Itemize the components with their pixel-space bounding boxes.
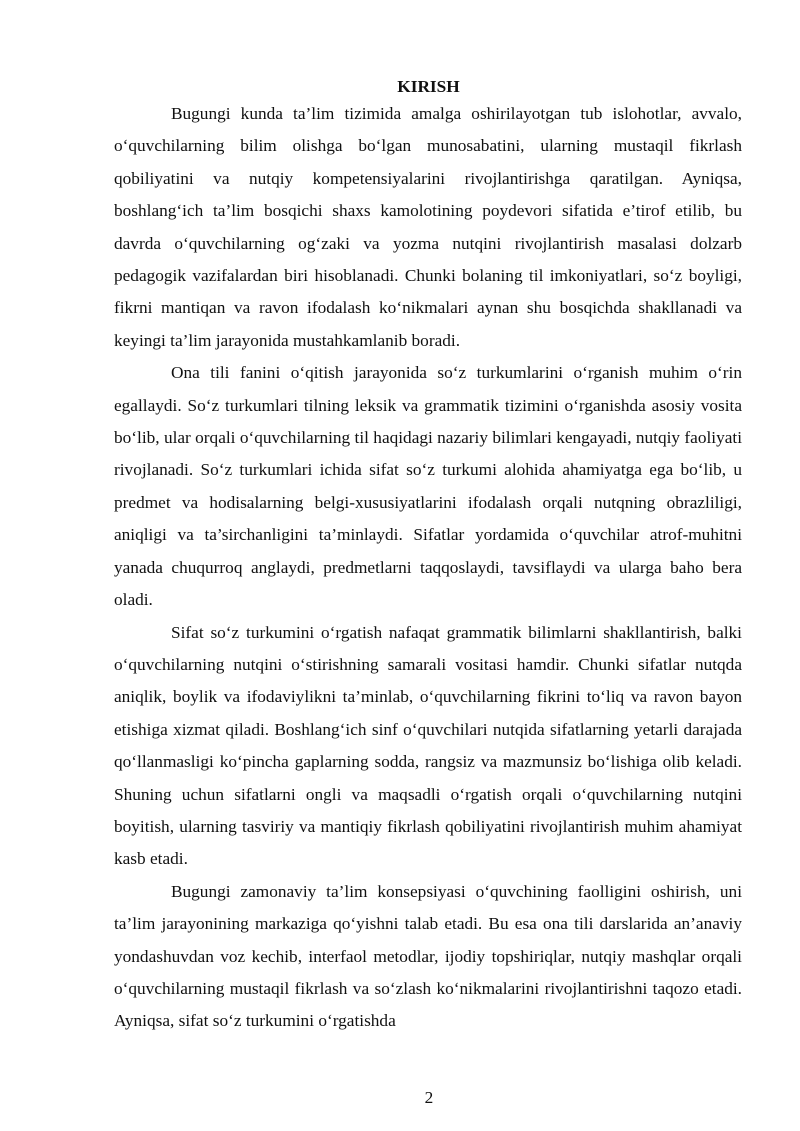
paragraph-1: Bugungi kunda ta’lim tizimida amalga oshirilayotgan tub islohotlar, avvalo, o‘quvchilarning bilim olishga bo‘lgan munosabatini, ularning mustaqil fikrlash qobiliyatini va nutqiy kompetensiyalarini rivojlantirishga qaratilgan. Ayniqsa, boshlang‘ich ta’lim bosqichi shaxs kamolotining poydevori sifatida e’tirof etilib, bu davrda o‘quvchilarning og‘zaki va yozma nutqini rivojlantirish masalasi dolzarb pedagogik vazifalardan biri hisoblanadi. Chunki bolaning til imkoniyatlari, so‘z boyligi, fikrni mantiqan va ravon ifodalash ko‘nikmalari aynan shu bosqichda shakllanadi va keyingi ta’lim jarayonida mustahkamlanib boradi.	[114, 104, 742, 350]
page-body	[114, 76, 742, 1038]
paragraph-2: Ona tili fanini o‘qitish jarayonida so‘z turkumlarini o‘rganish muhim o‘rin egallaydi. So‘z turkumlari tilning leksik va grammatik tizimini o‘rganishda asosiy vosita bo‘lib, ular orqali o‘quvchilarning til haqidagi nazariy bilimlari kengayadi, nutqiy faoliyati rivojlanadi. So‘z turkumlari ichida sifat so‘z turkumi alohida ahamiyatga ega bo‘lib, u predmet va hodisalarning belgi-xususiyatlarini ifodalash orqali nutqning obrazliligi, aniqligi va ta’sirchanligini ta’minlaydi. Sifatlar yordamida o‘quvchilar atrof-muhitni yanada chuqurroq anglaydi, predmetlarni taqqoslaydi, tavsiflaydi va ularga baho bera oladi.	[114, 363, 742, 610]
paragraph-4: Bugungi zamonaviy ta’lim konsepsiyasi o‘quvchining faolligini oshirish, uni ta’lim jarayonining markaziga qo‘yishni talab etadi. Bu esa ona tili darslarida an’anaviy yondashuvdan voz kechib, interfaol metodlar, ijodiy topshiriqlar, nutqiy mashqlar orqali o‘quvchilarning mustaqil fikrlash va so‘zlash ko‘nikmalarini rivojlantirishni taqozo etadi. Ayniqsa, sifat so‘z turkumini o‘rgatishda	[114, 881, 742, 1031]
paragraph-3: Sifat so‘z turkumini o‘rgatish nafaqat grammatik bilimlarni shakllantirish, balki o‘quvchilarning nutqini o‘stirishning samarali vositasi hamdir. Chunki sifatlar nutqda aniqlik, boylik va ifodaviylikni ta’minlab, o‘quvchilarning fikrini to‘liq va ravon bayon etishiga xizmat qiladi. Boshlang‘ich sinf o‘quvchilari nutqida sifatlarning yetarli darajada qo‘llanmasligi ko‘pincha gaplarning sodda, rangsiz va mazmunsiz bo‘lishiga olib keladi. Shuning uchun sifatlarni ongli va maqsadli o‘rgatish orqali o‘quvchilarning nutqini boyitish, ularning tasviriy va mantiqiy fikrlash qobiliyatini rivojlantirish muhim ahamiyat kasb etadi.	[114, 622, 742, 869]
section-heading: KIRISH	[397, 77, 460, 96]
page-number: 2	[424, 1088, 434, 1107]
